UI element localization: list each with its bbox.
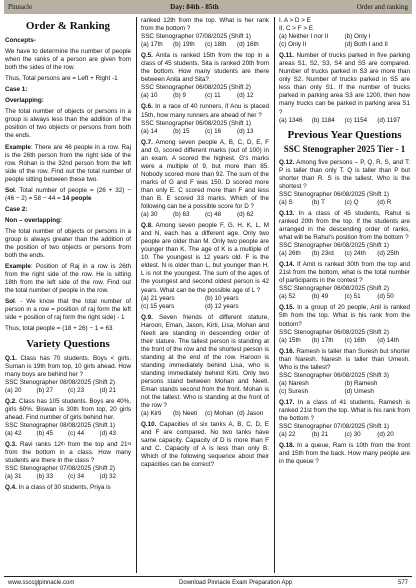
- option[interactable]: (a) 21 years: [141, 294, 175, 302]
- question-text: Among five persons – P, Q, R, S, and T: P is taller than only T. Q is taller than P but shorter than R. S is the tallest. Who is the shortest ?: [279, 158, 410, 190]
- question-number: Q.10.: [141, 421, 157, 429]
- solution-result: Thus, total people = (18 + 26) − 1 = 63: [5, 325, 113, 333]
- option[interactable]: (b) Neeti: [173, 410, 198, 418]
- footer-website[interactable]: www.ssccglpinnacle.com: [8, 579, 75, 586]
- question-text: If Amit is ranked 30th from the top and 21st from the bottom, what is the total number of participants in the contest ?: [279, 261, 410, 285]
- options: [279, 293, 410, 301]
- question-number: Q.9.: [141, 313, 153, 321]
- question-10-continued: [279, 17, 410, 49]
- question-source: SSC Stenographer 06/08/2025 (Shift 3): [279, 371, 389, 379]
- options: [279, 117, 410, 125]
- option[interactable]: (c) 24th: [344, 250, 366, 258]
- example-label: Example: [5, 143, 31, 151]
- example-text: : Position of Raj in a row is 26th from the right side of the row. He is sitting 18th from the left side of the row. Find out the total number of people in the row.: [5, 263, 131, 295]
- question-text: from the bottom in a class. How many students are there in the class ?: [5, 449, 131, 465]
- case-2-label: Case 2:: [5, 205, 28, 213]
- question-number: Q.8.: [141, 222, 153, 230]
- solution-label: Sol: [5, 186, 15, 194]
- option[interactable]: (c) Suresh: [279, 387, 309, 395]
- option[interactable]: (b) 27: [36, 386, 53, 394]
- question-number: Q.3.: [5, 440, 17, 448]
- column-divider: [274, 17, 275, 573]
- option[interactable]: (a) 26th: [279, 250, 301, 258]
- formula-text: Thus, Total persons are = Left + Right -1: [5, 75, 118, 83]
- option[interactable]: (d) 16th: [237, 41, 259, 49]
- question-text: from the top and 21: [64, 440, 128, 448]
- overlapping-text: The total number of objects or persons in a group is always less than the addition of the position of two objects or persons from both the ends.: [5, 108, 131, 140]
- option[interactable]: (c) 15 years: [141, 302, 175, 310]
- question-number: Q.15.: [279, 304, 295, 312]
- question-number: Q.16.: [279, 347, 295, 355]
- option[interactable]: (a) 31: [5, 473, 22, 481]
- option[interactable]: (b) 21: [311, 431, 329, 439]
- option[interactable]: (d) 12: [237, 92, 254, 100]
- question-text: Capacities of six tanks A, B, C, D, E and F are compared. No two tanks have same capacity. Capacity of D is more than F and C. Capacity of A is less than only B. Which of the following sequence about their capacities can be correct?: [141, 421, 269, 469]
- question-source: SSC Stenographer 06/08/2025 (Shift 1): [141, 119, 251, 127]
- question-text: Ravi ranks 12: [19, 440, 61, 448]
- options: [279, 431, 410, 439]
- question-text: In a class of 30 students, Priya is: [18, 484, 111, 492]
- option[interactable]: (c) Q: [344, 198, 359, 206]
- question-text: Ramesh is taller than Suresh but shorter than Naresh. Naresh is taller than Umesh. Who is the tallest?: [279, 347, 410, 371]
- non-overlapping-label: Non – overlapping:: [5, 216, 63, 224]
- overlapping-label: Overlapping:: [5, 97, 44, 105]
- question-15: [279, 304, 410, 344]
- header-left: Pinnacle: [8, 3, 33, 11]
- option[interactable]: (b) 45: [36, 429, 53, 437]
- option[interactable]: (d) 32: [99, 473, 116, 481]
- question-text: In a group of 20 people, Anil is ranked 5th from the top. What is his rank from the bottom?: [279, 304, 410, 328]
- section-title: Variety Questions: [26, 337, 110, 350]
- option[interactable]: (b) 9: [173, 92, 186, 100]
- question-text: In a class of 41 students, Ramesh is ranked 21st from the top. What is his rank from the bottom ?: [279, 398, 410, 423]
- question-text: Number of trucks parked in five parking areas S1, S2, S3, S4 and S5 are compared. Number of trucks parked in S3 are more than only S2. Number of trucks parked in S5 are less than only S1. If the number of trucks parked in parking area S3 are 1200, then how many trucks can be parked in parking area S1 ?: [279, 52, 410, 116]
- column-divider: [136, 17, 137, 573]
- option[interactable]: (c) 11: [205, 92, 221, 100]
- option[interactable]: (a) 15th: [279, 336, 301, 344]
- concepts-label: Concepts-: [5, 37, 36, 44]
- question-source: SSC Stenographer 08/08/2025 (Shift 2): [5, 378, 115, 386]
- option[interactable]: (d) 21: [99, 386, 116, 394]
- question-1: [5, 355, 131, 395]
- options: [141, 295, 269, 311]
- options: [141, 128, 269, 136]
- page-header: [4, 0, 412, 14]
- options: [5, 473, 131, 481]
- options: [141, 92, 269, 100]
- option[interactable]: (d) Both I and II: [344, 41, 388, 49]
- option[interactable]: (b) 17th: [311, 336, 334, 344]
- option[interactable]: (d) Jason: [237, 410, 264, 418]
- option[interactable]: (c) Only II: [279, 41, 307, 49]
- question-text: Seven friends of different stature, Haroon, Eman, Jason, Kirti, Lisa, Mohan and Neeti are standing in descending order of their stature. The tallest person is standing at the front of the row and the shortest person is standing at the end of the row. Haroon is standing immediately behind Lisa, who is standing immediately behind Kirti. Only two persons stand between Mohan and Neeti. Eman stands second from the front. Mohan is not the tallest. Who is standing at the front of the row ?: [141, 313, 269, 410]
- option[interactable]: (a) 22: [279, 431, 296, 439]
- option[interactable]: (a) Naresh: [279, 379, 309, 387]
- column-2: [141, 17, 269, 573]
- options: [279, 33, 410, 49]
- option[interactable]: (b) T: [311, 198, 325, 206]
- options: [279, 199, 410, 207]
- options: [279, 250, 410, 258]
- question-source: SSC Stenographer 06/08/2025 (Shift 2): [141, 84, 251, 92]
- option[interactable]: (d) 50: [377, 293, 394, 301]
- option[interactable]: (d) 13: [237, 127, 254, 135]
- question-number: Q.11.: [279, 52, 295, 60]
- option[interactable]: (c) 23: [68, 386, 85, 394]
- page-footer: [4, 576, 412, 588]
- option[interactable]: (c) 18th: [205, 41, 227, 49]
- question-5: [141, 52, 269, 100]
- question-number: Q.12.: [279, 158, 295, 166]
- question-4-continued: [141, 17, 269, 49]
- question-number: Q.17.: [279, 398, 295, 406]
- question-number: Q.18.: [279, 442, 295, 450]
- question-source: SSC Stenographer 06/08/2025 (Shift 2): [279, 285, 389, 293]
- question-13: [279, 210, 410, 258]
- option[interactable]: (d) 20: [377, 431, 394, 439]
- options: [5, 430, 131, 438]
- column-3: [279, 17, 410, 573]
- option[interactable]: (d) 14th: [377, 336, 399, 344]
- header-right: Order and ranking: [356, 3, 408, 11]
- question-source: SSC Stenographer 07/08/2025 (Shift 2): [5, 465, 115, 473]
- question-2: [5, 398, 131, 438]
- question-source: SSC Stenographer 07/08/2025 (Shift 1): [279, 423, 389, 431]
- question-number: Q.5.: [141, 52, 153, 60]
- option[interactable]: (a) 10: [141, 92, 158, 100]
- option[interactable]: (d) 62: [237, 211, 254, 219]
- option[interactable]: (d) R: [377, 198, 392, 206]
- option[interactable]: (b) 49: [311, 293, 329, 301]
- question-number: Q.4.: [5, 484, 17, 492]
- page-number: 577: [398, 579, 409, 586]
- option[interactable]: (b) 15: [173, 127, 190, 135]
- question-text: Class has 105 students. Boys are 40%, girls 60%. Biswan is 30th from top, 20 girls ahead. Find number of girls behind her.: [5, 397, 131, 421]
- section-title: Order & Ranking: [25, 20, 111, 32]
- question-number: Q.2.: [5, 397, 17, 405]
- section-subtitle: SSC Stenographer 2025 Tier - 1: [283, 143, 406, 154]
- solution-text: . Total number of people = (26 + 32) − (46 − 2) = 58 − 44 =: [5, 186, 131, 202]
- example-2: [5, 263, 131, 295]
- option[interactable]: (c) 16th: [344, 336, 366, 344]
- options: [141, 211, 269, 219]
- solution-1: [5, 187, 131, 203]
- solution-2: [5, 298, 131, 322]
- option[interactable]: (d) 1197: [377, 116, 401, 124]
- example-label: Example: [5, 263, 31, 271]
- solution-answer: 14 people: [62, 194, 92, 202]
- option[interactable]: (d) Umesh: [344, 387, 374, 395]
- intro-text: We have to determine the number of people when the ranks of a person are given from both the sides of the row.: [5, 48, 131, 72]
- options: [279, 337, 410, 345]
- options: [141, 410, 269, 418]
- option[interactable]: (c) 16: [205, 127, 222, 135]
- question-10: [141, 421, 269, 469]
- question-9: [141, 314, 269, 419]
- option[interactable]: (a) 1346: [279, 116, 303, 124]
- question-source: SSC Stenographer 06/08/2025 (Shift 2): [279, 328, 389, 336]
- question-14: [279, 261, 410, 301]
- question-text: In a queue, Ram is 10th from the front and 15th from the back. How many people are in the queue ?: [279, 442, 410, 466]
- option[interactable]: (b) Ramesh: [344, 379, 378, 387]
- header-center: Day: 84th - 85th: [170, 3, 219, 11]
- statement: I. A > D > E: [279, 17, 311, 24]
- question-6: [141, 103, 269, 135]
- option[interactable]: (b) 1184: [311, 116, 335, 124]
- column-1: [5, 17, 131, 573]
- option[interactable]: (a) 17th: [141, 41, 163, 49]
- question-8: [141, 222, 269, 311]
- question-16: [279, 348, 410, 396]
- question-number: Q.6.: [141, 103, 153, 111]
- question-number: Q.1.: [5, 354, 17, 362]
- option[interactable]: (b) 19th: [173, 41, 195, 49]
- option[interactable]: (c) Mohan: [205, 410, 234, 418]
- option[interactable]: (d) 43: [99, 429, 116, 437]
- example-1: [5, 144, 131, 184]
- option[interactable]: (d) 25th: [377, 250, 399, 258]
- question-12: [279, 159, 410, 207]
- statement: II. C > F > E: [279, 25, 313, 33]
- option[interactable]: (c) 30: [344, 431, 361, 439]
- question-source: SSC Stenographer 06/08/2025 (Shift 1): [279, 242, 389, 250]
- solution-text: . - We know that the total number of person in a row = position of raj form the left side + position of raj form the right side) - 1: [5, 298, 131, 322]
- question-source: SSC Stenographer 08/08/2025 (Shift 1): [5, 421, 115, 429]
- question-text: In a race of 40 runners, if Anu is placed 15th, how many runners are ahead of her ?: [141, 103, 269, 119]
- options: [5, 387, 131, 395]
- question-text: Anita is ranked 15th from the top in a class of 45 students. Sita is ranked 20th from the bottom. How many students are there between Anita and Sita?: [141, 52, 269, 84]
- option[interactable]: (b) 63: [173, 211, 190, 219]
- option[interactable]: (c) 1154: [344, 116, 368, 124]
- question-source: SSC Stenographer 06/08/2025 (Shift 1): [279, 190, 389, 198]
- question-4: [5, 484, 131, 492]
- question-text: In a class of 45 students, Rahul is ranked 20th from the top. If the students are arranged in the descending order of ranks, what will be Rahul's position from the bottom ?: [279, 209, 410, 242]
- question-text: ranked 12th from the top. What is her rank from the bottom ?: [141, 17, 269, 33]
- option[interactable]: (b) 33: [36, 473, 53, 481]
- solution-label: Sol: [5, 298, 15, 306]
- option[interactable]: (d) 12 years: [205, 302, 239, 310]
- options: [279, 380, 410, 396]
- option[interactable]: (b) 23rd: [311, 250, 334, 258]
- question-17: [279, 399, 410, 439]
- question-text: Among seven people F, G, H, K, L, M and N, each has a different age. Only two people are older than M. Only two people are younger than K. The age of K is a multiple of 10. The youngest is 12 years old. F is the eldest. N is older than L, but younger than H. L is not the youngest. The sum of the ages of the youngest and second oldest person is 42 years. What can be the possible age of L ?: [141, 222, 269, 294]
- option[interactable]: (a) S: [279, 198, 293, 206]
- question-7: [141, 139, 269, 219]
- question-number: Q.14.: [279, 261, 295, 269]
- option[interactable]: (a) 14: [141, 127, 158, 135]
- question-18: [279, 442, 410, 466]
- option[interactable]: (c) 48: [205, 211, 222, 219]
- question-3: Q.3. Ravi ranks 12th from the top and 21st from the bottom in a class. How many students are there in the class ? SSC Stenographer 07/08/2025 (Shift 2) (a) 31 (b) 33 (c) 34 (d) 32: [5, 440, 131, 481]
- option[interactable]: (a) 52: [279, 293, 296, 301]
- non-overlapping-text: The total number of objects or persons in a group is always greater than the addition of the position of two objects or persons from both the ends.: [5, 227, 131, 260]
- option[interactable]: (c) 51: [344, 293, 361, 301]
- option[interactable]: (a) Kirti: [141, 410, 162, 418]
- example-text: : There are 46 people in a row. Raj is the 26th person from the right side of the row. Rohan is the 32nd person from the left side of the row. Find out the total number of people sitting between these two.: [5, 143, 131, 183]
- case-1-label: Case 1:: [5, 86, 28, 94]
- option[interactable]: (b) 10 years: [205, 294, 239, 302]
- option[interactable]: (a) 20: [5, 386, 22, 394]
- option[interactable]: (b) Only I: [344, 33, 371, 41]
- option[interactable]: (a) 42: [5, 429, 22, 437]
- footer-app-text: Download Pinnacle Exam Preparation App: [179, 579, 293, 586]
- question-11: [279, 52, 410, 124]
- question-text: Among seven people A, B, C, D, E, F and G, scored different marks (out of 100) in an exam. A scored the highest. G's marks were a multiple of 9, but more than 85. Nobody scored more than 92. The sum of the marks of G and F was 150. D scored more than only E. C scored more than F and less than B. E scored 33 marks. Which of the following can be a possible score for D ?: [141, 138, 269, 211]
- option[interactable]: (a) 30: [141, 211, 158, 219]
- question-number: Q.7.: [141, 138, 153, 146]
- options: [141, 41, 269, 49]
- section-title: Previous Year Questions: [287, 128, 402, 141]
- question-number: Q.13.: [279, 209, 295, 217]
- option[interactable]: (c) 34: [68, 473, 85, 481]
- option[interactable]: (a) Neither I nor II: [279, 33, 329, 41]
- question-text: Class has 70 students. Boys < girls. Suman is 19th from top, 10 girls ahead. How many boys are behind her ?: [5, 354, 131, 378]
- question-source: SSC Stenographer 07/08/2025 (Shift 1): [141, 33, 251, 41]
- option[interactable]: (c) 44: [68, 429, 85, 437]
